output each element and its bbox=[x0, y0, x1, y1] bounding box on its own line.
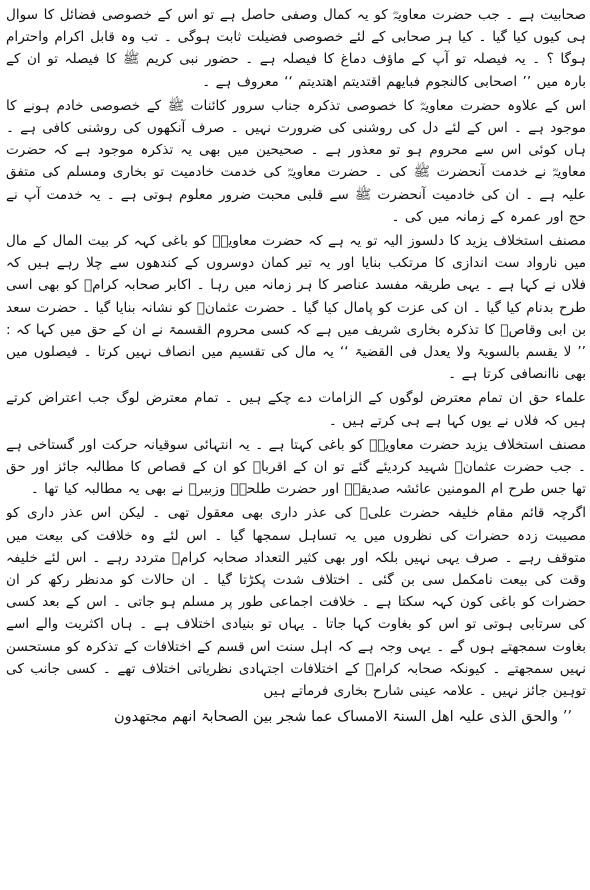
paragraph-uzr-dari: اگرچہ قائم مقام خلیفہ حضرت علیؓ کی عذر داری بھی معقول تھی ۔ لیکن اس عذر داری کو مصیبت زدہ حضرات کی نظروں میں یہ تساہل سمجھا گیا ۔ اس لئے وہ خلافت کی بیعت میں متوقف رہے ۔ صرف یہی نہیں بلکہ اور بھی کثیر التعداد صحابہ کرامؓ متردد رہے ۔ اس لئے خلیفہ وقت کی بیعت نامکمل سی بن گئی ۔ اختلاف شدت پکڑتا گیا ۔ ان حالات کو مدنظر رکھ کر ان حضرات کو باغی کون کہہ سکتا ہے ۔ خلافت اجماعی طور پر مسلم ہو جاتی ۔ اس کے بعد کسی کی سرتابی ہوتی تو اس کو بغاوت کہا جاتا ۔ یہاں تو بنیادی اختلاف ہے ۔ ہاں اکثریت والے اسے بغاوت سمجھتے ہوں گے ۔ یہی وجہ ہے کہ اہل سنت اس قسم کے اختلافات کے تذکرہ کو مستحسن نہیں سمجھتے ۔ کیونکہ صحابہ کرامؓ کے اختلافات اجتہادی نظریاتی اختلاف تھے ۔ کسی جانب کی توہین جائز نہیں ۔ علامہ عینی شارح بخاری فرماتے ہیں bbox=[6, 505, 586, 700]
paragraph-ulama-haq: علماء حق ان تمام معترض لوگوں کے الزامات دے چکے ہیں ۔ تمام معترض لوگ جب اعتراض کرتے ہیں کہ فلاں نے یوں کہا ہے ہی کرتے ہیں ۔ bbox=[6, 390, 586, 429]
book-page bbox=[6, 4, 586, 888]
paragraph-istikhlaf: مصنف استخلاف یزید کا دلسوز الیہ تو یہ ہے کہ حضرت معاویہؓ کو باغی کہہ کر بیت المال کے مال میں نارواد ست اندازی کا مرتکب بنایا اور یہ تیر کمان دوسروں کے کندھوں سے چلا رہے ہیں کہ فلاں نے کہا ہے ۔ یہی طریقہ مفسد عناصر کا ہر زمانہ میں رہا ۔ اکابر صحابہ کرامؓ کو بھی اسی طرح بدنام کیا گیا ۔ ان کی عزت کو پامال کیا گیا ۔ حضرت عثمانؓ کو نشانہ بنایا گیا ۔ حضرت سعد بن ابی وقاصؓ کا تذکرہ بخاری شریف میں ہے کہ کسی محروم القسمۃ نے ان کے حق میں کہا کہ : ’’ لا یقسم بالسویۃ ولا یعدل فی القضیۃ ‘‘ یہ مال کی تقسیم میں انصاف نہیں کرتا ۔ فیصلوں میں بھی ناانصافی کرتا ہے ۔ bbox=[6, 233, 586, 383]
paragraph-baghi: مصنف استخلاف یزید حضرت معاویہؓ کو باغی کہتا ہے ۔ یہ انتہائی سوقیانہ حرکت اور گستاخی ہے ۔ جب حضرت عثمانؓ شہید کردیئے گئے تو ان کے اقرباؓ کو ان کے قصاص کا مطالبہ جائز اور حق تھا جس طرح ام المومنین عائشہ صدیقہؓ اور حضرت طلحہؓ وزبیرؓ نے بھی یہ مطالبہ کیا تھا ۔ bbox=[6, 436, 586, 498]
paragraph-sahabiyat: صحابیت ہے ۔ جب حضرت معاویہؓ کو یہ کمال وصفی حاصل ہے تو اس کے خصوصی فضائل کا سوال ہی کیوں کیا گیا ۔ کیا ہر صحابی کے لئے خصوصی فضیلت ثابت ہوگی ۔ تب وہ قابل اکرام واحترام ہوگا ؟ ۔ یہ فیصلہ تو آپ کے ماؤف دماغ کا فیصلہ ہے ۔ حضور نبی کریم ﷺ کا فیصلہ تو ان کے بارہ میں ’’ اصحابی کالنجوم فبایھم اقتدیتم اھتدیتم ‘‘ معروف ہے ۔ bbox=[6, 7, 586, 90]
paragraph-khadim: اس کے علاوہ حضرت معاویہؓ کا خصوصی تذکرہ جناب سرور کائنات ﷺ کے خصوصی خادم ہونے کا موجود ہے ۔ اس کے لئے دل کی روشنی کی ضرورت نہیں ۔ صرف آنکھوں کی روشنی کافی ہے ۔ ہاں کوئی اس سے محروم ہو تو معذور ہے ۔ صحیحین میں بھی یہ تذکرہ موجود ہے کہ حضرت معاویہؓ نے خدمت آنحضرت ﷺ کی ۔ حضرت معاویہؓ کی خدمت خادمیت تو بخاری ومسلم کی متفق علیہ ہے ۔ ان کی خادمیت آنحضرت ﷺ سے قلبی محبت ضرور معلوم ہوتی ہے ۔ یہ خدمت آپ نے حج اور عمرہ کے زمانہ میں کی ۔ bbox=[6, 97, 586, 225]
arabic-quote: ’’ والحق الذی علیہ اھل السنۃ الامساک عما شجر بین الصحابۃ انھم مجتھدون bbox=[113, 709, 572, 726]
